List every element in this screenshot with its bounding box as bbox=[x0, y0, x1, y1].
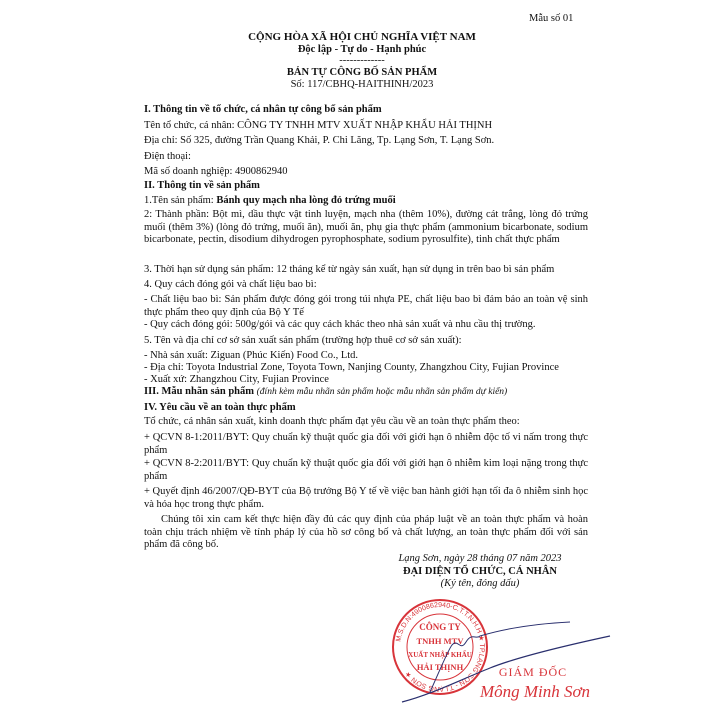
product-name-line bbox=[144, 195, 396, 207]
section1-heading: I. Thông tin về tổ chức, cá nhân tự công bố sản phẩm bbox=[144, 104, 382, 115]
manufacturer: - Nhà sản xuất: Ziguan (Phúc Kiến) Food Co., Ltd. bbox=[144, 350, 359, 361]
section3-note: (đính kèm mẫu nhãn sản phẩm hoặc mẫu nhãn sản phẩm dự kiến) bbox=[256, 387, 508, 397]
org-phone: Điện thoại: bbox=[144, 151, 191, 162]
svg-text:XUẤT NHẬP KHẨU: XUẤT NHẬP KHẨU bbox=[408, 651, 472, 659]
org-name: Tên tổ chức, cá nhân: CÔNG TY TNHH MTV XUẤT NHẬP KHẨU HẢI THỊNH bbox=[144, 120, 493, 131]
section3-line bbox=[144, 386, 507, 398]
country-name: CỘNG HÒA XÃ HỘI CHỦ NGHĨA VIỆT NAM bbox=[248, 31, 476, 43]
product-name: Bánh quy mạch nha lòng đỏ trứng muối bbox=[216, 195, 396, 206]
divider: ------------- bbox=[339, 55, 385, 66]
manufacturer-heading: 5. Tên và địa chỉ cơ sở sản xuất sản phẩm (trường hợp thuê cơ sở sản xuất): bbox=[144, 335, 462, 346]
commitment: Chúng tôi xin cam kết thực hiện đầy đủ các quy định của pháp luật về an toàn thực phẩm và hoàn toàn chịu trách nhiệm về tính pháp lý của hồ sơ công bố và chất lượng, an toàn thực phẩm đối với sản phẩm đã công bố. bbox=[144, 514, 588, 551]
company-stamp bbox=[380, 590, 620, 724]
manufacturer-address: - Địa chỉ: Toyota Industrial Zone, Toyota Town, Nanjing County, Zhangzhou City, Fujian Province bbox=[144, 362, 559, 373]
ingredients: 2: Thành phần: Bột mì, dầu thực vật tinh luyện, mạch nha (thêm 10%), đường cát trắng, lòng đỏ trứng muối (thêm 3%) (lòng đỏ trứng, muối ăn), muối ăn, phụ gia thực phẩm (ammonium bicarbonate, sodium bicarbonate, pectin, disodium dihydrogen pyrophosphate, sodium pyrosulfite), tinh chất thực phẩm bbox=[144, 209, 588, 246]
org-tax-id: Mã số doanh nghiệp: 4900862940 bbox=[144, 166, 288, 177]
svg-text:TNHH MTV: TNHH MTV bbox=[416, 636, 464, 646]
safety-item: + QCVN 8-1:2011/BYT: Quy chuẩn kỹ thuật quốc gia đối với giới hạn ô nhiễm độc tố vi nấm trong thực phẩm bbox=[144, 432, 588, 456]
origin: - Xuất xứ: Zhangzhou City, Fujian Province bbox=[144, 374, 329, 385]
shelf-life: 3. Thời hạn sử dụng sản phẩm: 12 tháng kể từ ngày sản xuất, hạn sử dụng in trên bao bì sản phẩm bbox=[144, 264, 555, 275]
document-title: BẢN TỰ CÔNG BỐ SẢN PHẨM bbox=[286, 67, 438, 78]
representative-title: ĐẠI DIỆN TỔ CHỨC, CÁ NHÂN bbox=[402, 566, 557, 577]
signer-name: Mông Minh Sơn bbox=[479, 682, 591, 701]
sign-instruction: (Ký tên, đóng dấu) bbox=[440, 578, 520, 589]
signer-position: GIÁM ĐỐC bbox=[498, 665, 568, 679]
packaging-spec: - Quy cách đóng gói: 500g/gói và các quy cách khác theo nhà sản xuất và nhu cầu thị trường. bbox=[144, 319, 536, 330]
safety-item: + Quyết định 46/2007/QĐ-BYT của Bộ trưởng Bộ Y tế về việc ban hành giới hạn tối đa ô nhiễm sinh học và hóa học trong thực phẩm. bbox=[144, 486, 588, 510]
section2-heading: II. Thông tin về sản phẩm bbox=[144, 180, 260, 191]
safety-item: + QCVN 8-2:2011/BYT: Quy chuẩn kỹ thuật quốc gia đối với giới hạn ô nhiễm kim loại nặng trong thực phẩm bbox=[144, 458, 588, 482]
svg-text:CÔNG TY: CÔNG TY bbox=[419, 622, 461, 632]
packaging-heading: 4. Quy cách đóng gói và chất liệu bao bì: bbox=[144, 279, 317, 290]
form-number: Mẫu số 01 bbox=[529, 13, 574, 24]
product-label: 1.Tên sản phẩm: bbox=[144, 195, 217, 206]
motto: Độc lập - Tự do - Hạnh phúc bbox=[297, 44, 427, 55]
org-address: Địa chỉ: Số 325, đường Trần Quang Khải, P. Chi Lăng, Tp. Lạng Sơn, T. Lạng Sơn. bbox=[144, 135, 495, 146]
packaging-material: - Chất liệu bao bì: Sản phẩm được đóng gói trong túi nhựa PE, chất liệu bao bì đảm bảo an toàn vệ sinh thực phẩm theo quy định của Bộ Y Tế bbox=[144, 294, 588, 318]
svg-text:HẢI THỊNH: HẢI THỊNH bbox=[416, 662, 464, 672]
stamp-ring-text: M.S.D.N:4900862940-C.T.T.N.H.H ★ TP.LẠNG SƠN - T.LẠNG SƠN ★ bbox=[395, 601, 486, 693]
document-number: Số: 117/CBHQ-HAITHINH/2023 bbox=[290, 79, 434, 90]
section3-heading: III. Mẫu nhãn sản phẩm bbox=[144, 386, 257, 397]
section4-heading: IV. Yêu cầu về an toàn thực phẩm bbox=[144, 402, 296, 413]
safety-intro: Tổ chức, cá nhân sản xuất, kinh doanh thực phẩm đạt yêu cầu về an toàn thực phẩm theo: bbox=[144, 416, 520, 427]
place-date: Lạng Sơn, ngày 28 tháng 07 năm 2023 bbox=[398, 553, 562, 564]
